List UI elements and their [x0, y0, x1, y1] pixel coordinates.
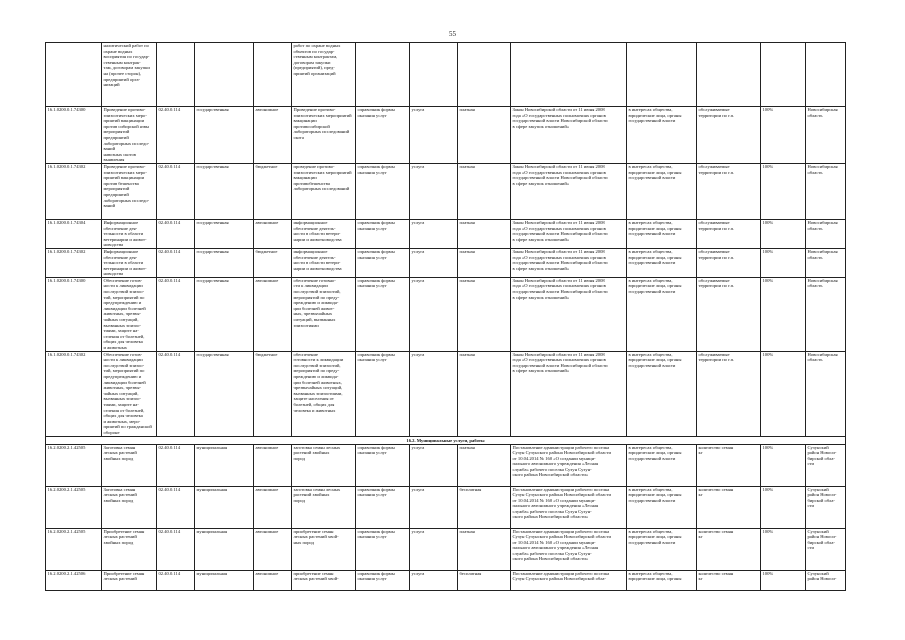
- cell-quality-indicator: 100%: [761, 351, 806, 436]
- cell-registry-code: [46, 43, 102, 107]
- cell-service-name: Заготовка семян лесных растений хвойных пород: [102, 444, 157, 486]
- cell-payment-type: платная: [458, 219, 511, 248]
- cell-payment-type: бесплатная: [458, 570, 511, 590]
- cell-legal-basis: Закон Новосибирской области от 11 июня 2008 года «О государственных полномочиях органов государственной власти Новосибирской области в сфере закупок отношений»: [511, 248, 627, 277]
- table-row: [46, 277, 846, 351]
- cell-okved-code: [157, 43, 195, 107]
- cell-quality-indicator: 100%: [761, 248, 806, 277]
- cell-service-content: работ по охране водных объектов по государ- ственным контрактам, договорам закупки (предприятий), пред- приятий организаций: [292, 43, 356, 107]
- cell-institution-type: автономное: [254, 219, 292, 248]
- cell-service-level: государственная: [195, 163, 254, 219]
- cell-service-category: услуга: [410, 528, 458, 570]
- cell-service-form: справочник формы оказания услуг: [356, 570, 410, 590]
- cell-payment-type: платная: [458, 444, 511, 486]
- cell-service-form: справочник формы оказания услуг: [356, 219, 410, 248]
- cell-registry-code: 16.2.0200.2.1.42505: [46, 444, 102, 486]
- cell-service-level: муниципальная: [195, 528, 254, 570]
- cell-service-name: Обеспечение готов- ности к ликвидации последствий эпизоо- тий, мероприятий по предупреждению и ликвидации болезней животных, чрезвы- чайных ситуаций, вызванных эпизоо- тиями, защите на- селения от болезней, общих для человека и животных: [102, 277, 157, 351]
- cell-okved-code: 02.40.0.114: [157, 248, 195, 277]
- cell-consumer-category: в интересах общества, юридические лица, органы государственной власти: [627, 107, 697, 164]
- cell-volume-indicator: обслуживаемые территории по г.п.: [697, 277, 761, 351]
- cell-service-content: информационное обеспечение деятель- ности в области ветери- нарии и животноводства: [292, 248, 356, 277]
- table-row: [46, 444, 846, 486]
- cell-legal-basis: Закон Новосибирской области от 11 июня 2008 года «О государственных полномочиях органов государственной власти Новосибирской области в сфере закупок отношений»: [511, 219, 627, 248]
- cell-registry-code: 16.2.0200.2.1.42505: [46, 486, 102, 528]
- cell-service-level: муниципальная: [195, 486, 254, 528]
- cell-territory: [806, 43, 846, 107]
- cell-service-category: услуга: [410, 570, 458, 590]
- cell-payment-type: платная: [458, 163, 511, 219]
- cell-service-content: информационное обеспечение деятель- ности в области ветери- нарии и животноводства: [292, 219, 356, 248]
- cell-registry-code: 16.2.0200.2.1.42506: [46, 570, 102, 590]
- cell-payment-type: платная: [458, 277, 511, 351]
- cell-service-form: справочник формы оказания услуг: [356, 163, 410, 219]
- cell-institution-type: автономное: [254, 486, 292, 528]
- cell-service-form: справочник формы оказания услуг: [356, 107, 410, 164]
- cell-consumer-category: в интересах общества, юридические лица, органы государственной власти: [627, 163, 697, 219]
- cell-okved-code: 02.40.0.114: [157, 486, 195, 528]
- cell-volume-indicator: [697, 43, 761, 107]
- cell-service-content: заготовка семян лесных растений хвойных пород: [292, 486, 356, 528]
- table-row: [46, 248, 846, 277]
- cell-consumer-category: в интересах общества, юридические лица, органы государственной власти: [627, 351, 697, 436]
- cell-service-name: Заготовка семян лесных растений хвойных пород: [102, 486, 157, 528]
- cell-payment-type: бесплатная: [458, 486, 511, 528]
- cell-service-form: справочник формы оказания услуг: [356, 351, 410, 436]
- cell-service-category: услуга: [410, 444, 458, 486]
- cell-service-category: услуга: [410, 248, 458, 277]
- cell-service-level: муниципальная: [195, 570, 254, 590]
- cell-okved-code: 02.40.0.114: [157, 219, 195, 248]
- cell-institution-type: бюджетное: [254, 163, 292, 219]
- cell-registry-code: 16.1.0200.0.1.74302: [46, 351, 102, 436]
- cell-service-category: услуга: [410, 277, 458, 351]
- cell-quality-indicator: 100%: [761, 486, 806, 528]
- cell-service-category: [410, 43, 458, 107]
- cell-registry-code: 16.1.0200.0.1.74302: [46, 163, 102, 219]
- cell-payment-type: платная: [458, 528, 511, 570]
- cell-territory: Новосибирская область: [806, 219, 846, 248]
- cell-consumer-category: [627, 43, 697, 107]
- cell-legal-basis: Закон Новосибирской области от 11 июня 2008 года «О государственных полномочиях органов государственной власти Новосибирской области в сфере закупок отношений»: [511, 277, 627, 351]
- page-number: 55: [449, 30, 456, 38]
- cell-service-category: услуга: [410, 486, 458, 528]
- cell-legal-basis: Постановление администрации рабочего поселка Суэун Суэунского района Новосибирской обла-: [511, 570, 627, 590]
- cell-volume-indicator: количество семян кг: [697, 528, 761, 570]
- cell-territory: Суэунский район Новоси-: [806, 570, 846, 590]
- cell-institution-type: автономное: [254, 277, 292, 351]
- cell-legal-basis: Постановление администрации рабочего поселка Суэун Суэунского района Новосибирской области от 10.04.2014 № 160 «О создании муници- пального автономного учреждения «Лесная служба» рабочего поселка Суэун Суэун- ского района Новосибирской области»: [511, 486, 627, 528]
- cell-registry-code: 16.1.0200.0.1.74300: [46, 277, 102, 351]
- cell-legal-basis: Закон Новосибирской области от 11 июня 2008 года «О государственных полномочиях органов государственной власти Новосибирской области в сфере закупок отношений»: [511, 351, 627, 436]
- cell-volume-indicator: количество семян кг: [697, 486, 761, 528]
- cell-consumer-category: в интересах общества, юридические лица, органы: [627, 570, 697, 590]
- table-row: [46, 107, 846, 164]
- cell-territory: Новосибирская область: [806, 248, 846, 277]
- registry-table-body: [46, 43, 846, 591]
- cell-service-form: справочник формы оказания услуг: [356, 248, 410, 277]
- table-row: [46, 570, 846, 590]
- cell-service-name: Информационное обеспечение дея- тельности в области ветеринарии и живот- новодства: [102, 219, 157, 248]
- cell-consumer-category: в интересах общества, юридические лица, органы государственной власти: [627, 528, 697, 570]
- cell-service-name: Информационное обеспечение дея- тельности в области ветеринарии и живот- новодства: [102, 248, 157, 277]
- cell-service-form: справочник формы оказания услуг: [356, 277, 410, 351]
- cell-service-category: услуга: [410, 219, 458, 248]
- cell-consumer-category: в интересах общества, юридические лица, органы государственной власти: [627, 219, 697, 248]
- cell-service-name: Проведение противо- эпизоотических меро- приятий вакцинации против сибирской язвы мероприятий предприятий лабораторных исследо- ваний навозных скотов выявления: [102, 107, 157, 164]
- cell-okved-code: 02.40.0.114: [157, 107, 195, 164]
- cell-institution-type: бюджетное: [254, 248, 292, 277]
- cell-quality-indicator: 100%: [761, 163, 806, 219]
- cell-payment-type: [458, 43, 511, 107]
- section-header-cell: 16.2. Муниципальные услуги, работы: [46, 436, 846, 444]
- cell-quality-indicator: [761, 43, 806, 107]
- cell-volume-indicator: количество семян кг: [697, 570, 761, 590]
- cell-institution-type: бюджетное: [254, 351, 292, 436]
- cell-quality-indicator: 100%: [761, 277, 806, 351]
- cell-quality-indicator: 100%: [761, 528, 806, 570]
- table-row: [46, 486, 846, 528]
- cell-okved-code: 02.40.0.114: [157, 528, 195, 570]
- cell-okved-code: 02.40.0.114: [157, 351, 195, 436]
- cell-service-level: государственная: [195, 277, 254, 351]
- cell-volume-indicator: обслуживаемые территории по г.п.: [697, 351, 761, 436]
- cell-service-level: государственная: [195, 219, 254, 248]
- cell-institution-type: автономное: [254, 444, 292, 486]
- cell-service-content: приобретение семян лесных растений хвой-: [292, 570, 356, 590]
- cell-consumer-category: в интересах общества, юридические лица, органы государственной власти: [627, 277, 697, 351]
- cell-legal-basis: Закон Новосибирской области от 11 июня 2008 года «О государственных полномочиях органов государственной власти Новосибирской области в сфере закупок отношений»: [511, 107, 627, 164]
- table-row: [46, 219, 846, 248]
- cell-service-name: Обеспечение готов- ности к ликвидации последствий эпизоо- тий, мероприятий по предупреждению и ликвидации болезней животных, чрезвы- чайных ситуаций, вызванных эпизоо- тиями, защите на- селения от болезней, общих для человека и животных, меро- приятий по гражданской обороне: [102, 351, 157, 436]
- cell-okved-code: 02.40.0.114: [157, 163, 195, 219]
- cell-legal-basis: Постановление администрации рабочего поселка Суэун Суэунского района Новосибирской области от 10.04.2014 № 160 «О создании муници- пального автономного учреждения «Лесная служба» рабочего поселка Суэун Суэун- ского района Новосибирской области»: [511, 528, 627, 570]
- cell-quality-indicator: 100%: [761, 570, 806, 590]
- cell-service-category: услуга: [410, 351, 458, 436]
- cell-service-category: услуга: [410, 107, 458, 164]
- cell-institution-type: автономное: [254, 107, 292, 164]
- cell-institution-type: автономное: [254, 570, 292, 590]
- cell-service-form: справочник формы оказания услуг: [356, 444, 410, 486]
- cell-service-level: государственная: [195, 248, 254, 277]
- cell-service-form: [356, 43, 410, 107]
- section-header-row: [46, 436, 846, 444]
- cell-service-name: Проведение противо- эпизоотических меро- приятий вакцинации против бешенства мероприятий предприятий лабораторных исследо- ваний: [102, 163, 157, 219]
- cell-quality-indicator: 100%: [761, 107, 806, 164]
- cell-territory: Суэунский район Новоси- бирской обла- сти: [806, 486, 846, 528]
- cell-legal-basis: Закон Новосибирской области от 11 июня 2008 года «О государственных полномочиях органов государственной власти Новосибирской области в сфере закупок отношений»: [511, 163, 627, 219]
- cell-legal-basis: [511, 43, 627, 107]
- cell-service-category: услуга: [410, 163, 458, 219]
- cell-service-level: государственная: [195, 107, 254, 164]
- cell-service-name: налитический работ по охране водных восприятия по государ- ственным контрак- там, договорам закупки на (прочее сторон), предприятий орга- низаций: [102, 43, 157, 107]
- cell-service-name: Приобретение семян лесных растений: [102, 570, 157, 590]
- cell-service-form: справочник формы оказания услуг: [356, 486, 410, 528]
- cell-service-level: муниципальная: [195, 444, 254, 486]
- table-row: [46, 528, 846, 570]
- cell-legal-basis: Постановление администрации рабочего поселка Суэун Суэунского района Новосибирской области от 10.04.2014 № 160 «О создании муници- пального автономного учреждения «Лесная служба» рабочего поселка Суэун Суэун- ского района Новосибирской области»: [511, 444, 627, 486]
- cell-territory: Новосибирская область: [806, 163, 846, 219]
- cell-volume-indicator: обслуживаемые территории по г.п.: [697, 219, 761, 248]
- registry-table: [45, 42, 846, 591]
- cell-payment-type: платная: [458, 107, 511, 164]
- cell-registry-code: 16.1.0200.0.1.74304: [46, 219, 102, 248]
- cell-consumer-category: в интересах общества, юридические лица, органы государственной власти: [627, 248, 697, 277]
- cell-okved-code: 02.40.0.114: [157, 444, 195, 486]
- cell-service-form: справочник формы оказания услуг: [356, 528, 410, 570]
- cell-okved-code: 02.40.0.114: [157, 277, 195, 351]
- table-row: [46, 163, 846, 219]
- cell-service-content: Проведение противо- эпизоотических мероприятий вакцинации противосибирской лабораторных исследований скота: [292, 107, 356, 164]
- table-row: [46, 351, 846, 436]
- cell-volume-indicator: обслуживаемые территории по г.п.: [697, 107, 761, 164]
- cell-service-name: Приобретение семян лесных растений хвойных пород: [102, 528, 157, 570]
- cell-institution-type: [254, 43, 292, 107]
- cell-territory: Суэунский район Новоси- бирской обла- сти: [806, 528, 846, 570]
- cell-payment-type: платная: [458, 351, 511, 436]
- cell-service-content: обеспечение готовности к ликвидации последствий эпизоотий, мероприятий по преду- преждению и ликвида- ции болезней животных, чрезвычайных ситуаций, вызванных эпизоотиями, защите населения от болезней, общих для человека и животных: [292, 351, 356, 436]
- cell-quality-indicator: 100%: [761, 444, 806, 486]
- cell-registry-code: 16.2.0200.2.1.42505: [46, 528, 102, 570]
- cell-okved-code: 02.40.0.114: [157, 570, 195, 590]
- cell-payment-type: платная: [458, 248, 511, 277]
- cell-territory: Новосибирская область: [806, 107, 846, 164]
- cell-territory: Суэунский район Новоси- бирской обла- сти: [806, 444, 846, 486]
- cell-volume-indicator: обслуживаемые территории по г.п.: [697, 163, 761, 219]
- cell-institution-type: автономное: [254, 528, 292, 570]
- cell-service-level: государственная: [195, 351, 254, 436]
- cell-service-content: заготовка семян лесных растений хвойных пород: [292, 444, 356, 486]
- cell-consumer-category: в интересах общества, юридические лица, органы государственной власти: [627, 444, 697, 486]
- cell-territory: Новосибирская область: [806, 277, 846, 351]
- cell-service-content: проведение противо- эпизоотических мероприятий вакцинации противобешенства лабораторных исследований: [292, 163, 356, 219]
- cell-registry-code: 16.1.0200.0.1.74300: [46, 107, 102, 164]
- cell-volume-indicator: количество семян кг: [697, 444, 761, 486]
- cell-volume-indicator: обслуживаемые территории по г.п.: [697, 248, 761, 277]
- cell-registry-code: 16.1.0200.0.1.74302: [46, 248, 102, 277]
- table-row: [46, 43, 846, 107]
- cell-consumer-category: в интересах общества, юридические лица, органы государственной власти: [627, 486, 697, 528]
- cell-quality-indicator: 100%: [761, 219, 806, 248]
- cell-service-level: [195, 43, 254, 107]
- cell-territory: Новосибирская область: [806, 351, 846, 436]
- cell-service-content: приобретение семян лесных растений хвой- ных пород: [292, 528, 356, 570]
- cell-service-content: обеспечение готовно- сти к ликвидации последствий эпизоотий, мероприятий по преду- преждению и ликвида- ции болезней живот- ных, чрезвычайных ситуаций, вызванных эпизоотиями: [292, 277, 356, 351]
